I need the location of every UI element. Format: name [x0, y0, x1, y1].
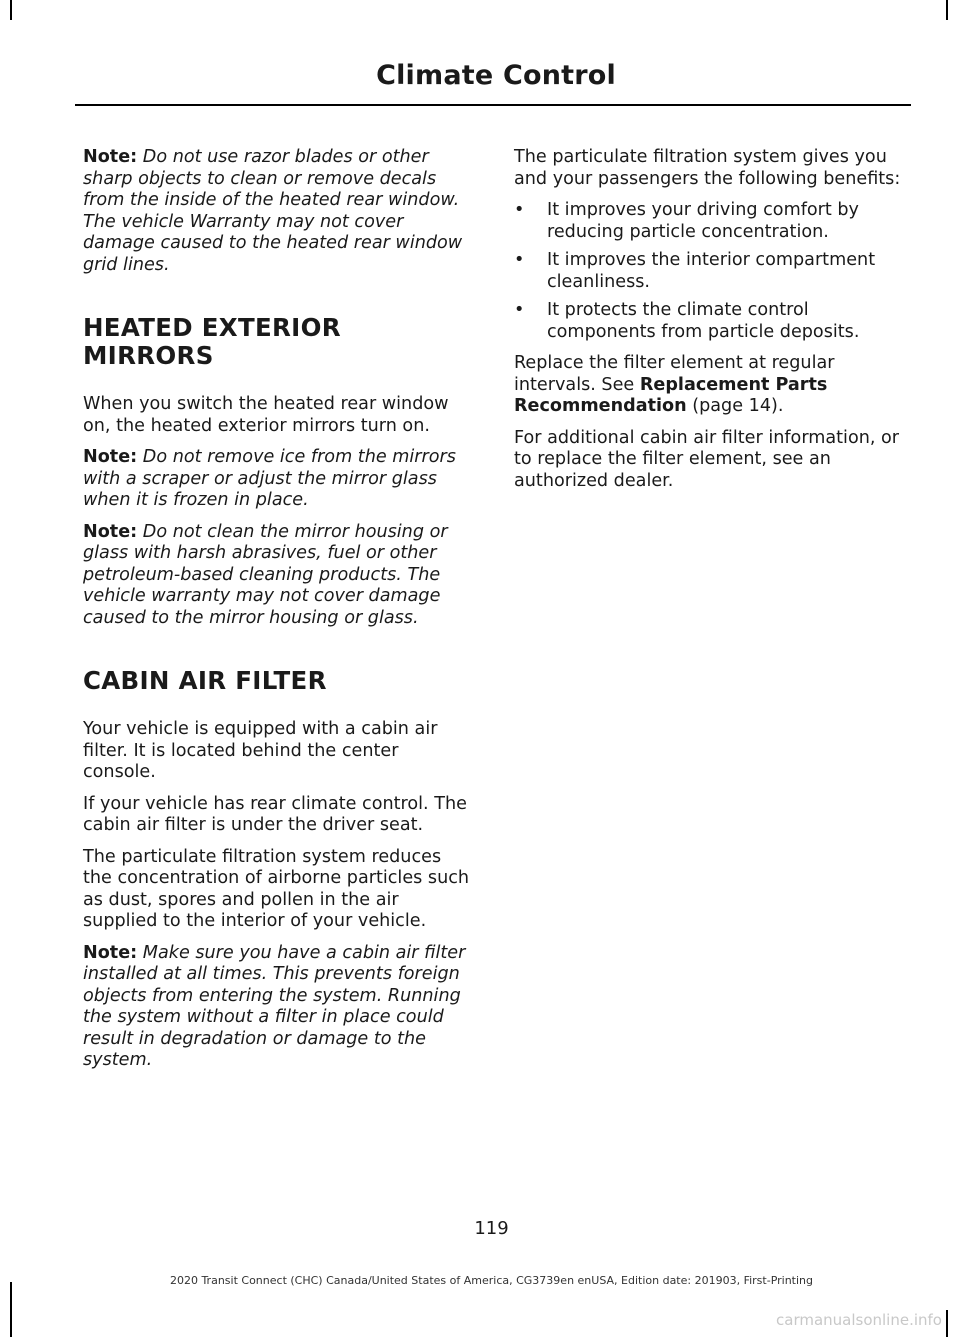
paragraph-replace-filter — [514, 353, 908, 418]
list-item-text: It protects the climate control components from particle deposits. — [547, 300, 860, 342]
crop-mark-bottom-left — [10, 1282, 12, 1337]
note-text: Do not remove ice from the mirrors with a scraper or adjust the mirror glass when it is frozen in place. — [83, 447, 456, 510]
paragraph-benefits-intro: The particulate filtration system gives you and your passengers the following benefits: — [514, 147, 901, 189]
note-ice-removal — [83, 447, 475, 512]
page-title: Climate Control — [376, 60, 616, 91]
left-column — [83, 147, 475, 1082]
note-razor-blades — [83, 147, 475, 276]
list-item-text: It improves the interior compartment cleanliness. — [547, 250, 876, 292]
note-text: Do not clean the mirror housing or glass with harsh abrasives, fuel or other petroleum-based cleaning products. The vehicle warranty may not cover damage caused to the mirror housing or glass. — [83, 521, 448, 628]
note-label: Note: — [83, 147, 138, 167]
header-divider — [75, 104, 911, 106]
paragraph-rear-climate: If your vehicle has rear climate control. The cabin air filter is under the driver seat. — [83, 793, 467, 835]
note-label: Note: — [83, 521, 138, 542]
note-filter-installed — [83, 943, 475, 1072]
page-number: 119 — [474, 1218, 509, 1239]
replace-text: Replace the filter element at regular intervals. See — [514, 353, 835, 395]
list-item — [514, 300, 908, 343]
note-label: Note: — [83, 942, 138, 963]
bullet-icon: • — [514, 200, 525, 220]
paragraph-filter-location: Your vehicle is equipped with a cabin air filter. It is located behind the center console. — [83, 719, 438, 782]
bullet-icon: • — [514, 300, 525, 320]
page-reference: (page 14). — [686, 396, 784, 416]
paragraph-filtration-system: The particulate filtration system reduces the concentration of airborne particles such as dust, spores and pollen in the air supplied to the interior of your vehicle. — [83, 846, 470, 931]
crop-mark-top-left — [10, 0, 12, 20]
paragraph-additional-info: For additional cabin air filter information, or to replace the filter element, see an authorized dealer. — [514, 427, 900, 491]
note-text: Do not use razor blades or other sharp objects to clean or remove decals from the inside of the heated rear window. The vehicle Warranty may not cover damage caused to the heated rear window grid lines. — [83, 147, 463, 275]
note-label: Note: — [83, 447, 138, 467]
section-heading-cabin-air-filter: CABIN AIR FILTER — [83, 666, 327, 695]
bullet-icon: • — [514, 250, 525, 270]
note-text: Make sure you have a cabin air filter installed at all times. This prevents foreign objects from entering the system. Running the system without a filter in place could result in degradation or damage to the system. — [83, 942, 466, 1070]
paragraph-heated-mirrors: When you switch the heated rear window on, the heated exterior mirrors turn on. — [83, 394, 449, 436]
crop-mark-bottom-right — [946, 1310, 948, 1337]
benefits-list — [514, 200, 908, 343]
note-mirror-cleaning — [83, 522, 475, 630]
cross-reference-link[interactable]: Replacement Parts Recommendation — [514, 374, 828, 416]
right-column — [514, 147, 908, 502]
section-heading-heated-mirrors: HEATED EXTERIOR MIRRORS — [83, 313, 341, 370]
watermark: carmanualsonline.info — [776, 1311, 942, 1329]
list-item-text: It improves your driving comfort by reducing particle concentration. — [547, 200, 859, 242]
list-item — [514, 250, 908, 293]
crop-mark-top-right — [946, 0, 948, 20]
list-item — [514, 200, 908, 243]
footer-edition-info: 2020 Transit Connect (CHC) Canada/United States of America, CG3739en enUSA, Edition date: 201903, First-Printing — [169, 1274, 814, 1287]
